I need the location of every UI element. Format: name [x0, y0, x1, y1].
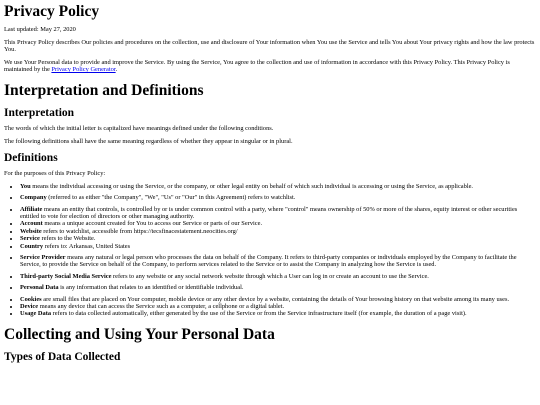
definition-item: [20, 220, 536, 227]
definition-term: You: [20, 182, 31, 190]
intro-2-text: We use Your Personal data to provide and improve the Service. By using the Service, You agree to the collection and use of information in accordance with this Privacy Policy. This Privacy Policy is maintained by the: [4, 58, 510, 74]
definition-text: means a unique account created for You to access our Service or parts of our Service.: [42, 220, 263, 228]
definition-item: [20, 194, 536, 201]
definition-text: refers to data collected automatically, either generated by the use of the Service or from the Service infrastructure itself (for example, the duration of a page visit).: [51, 310, 467, 318]
privacy-policy-generator-link[interactable]: Privacy Policy Generator: [51, 66, 116, 74]
definition-term: Account: [20, 220, 43, 228]
page-title: Privacy Policy: [4, 3, 100, 20]
definition-text: are small files that are placed on Your computer, mobile device or any other device by a website, containing the details of Your browsing history on that website among its many uses.: [41, 295, 510, 303]
definition-item: [20, 284, 536, 291]
definition-item: [20, 235, 536, 242]
interpretation-paragraph-2: The following definitions shall have the same meaning regardless of whether they appear in singular or in plural.: [4, 137, 293, 145]
definition-term: Device: [20, 303, 39, 311]
definition-item: [20, 296, 536, 303]
definition-item: [20, 254, 536, 269]
interpretation-paragraph-1: The words of which the initial letter is capitalized have meanings defined under the following conditions.: [4, 124, 274, 132]
definition-item: [20, 228, 536, 235]
definition-item: [20, 206, 536, 221]
subheading-definitions: Definitions: [4, 152, 58, 165]
definition-text: means the individual accessing or using the Service, or the company, or other legal entity on behalf of which such individual is accessing or using the Service, as applicable.: [30, 182, 474, 190]
definition-term: Company: [20, 194, 47, 202]
definition-text: (referred to as either "the Company", "We", "Us" or "Our" in this Agreement) refers to watchlist.: [46, 194, 296, 202]
section-heading-interpretation-definitions: Interpretation and Definitions: [4, 81, 204, 99]
definition-text: means an entity that controls, is controlled by or is under common control with a party, where "control" means ownership of 50% or more of the shares, equity interest or other securities entitled to vote for election of directors or other managing authority.: [20, 205, 518, 220]
definition-item: [20, 303, 536, 310]
intro-2-end: .: [115, 66, 118, 74]
intro-paragraph-1: This Privacy Policy describes Our policies and procedures on the collection, use and disclosure of Your information when You use the Service and tells You about Your privacy rights and how the law protects You.: [4, 38, 535, 54]
definition-item: [20, 243, 536, 250]
definition-term: Affiliate: [20, 205, 43, 213]
definition-term: Website: [20, 227, 42, 235]
intro-paragraph-2: [4, 59, 536, 74]
definition-text: refers to watchlist, accessible from https://tecsfinacestatement.neocities.org/: [41, 227, 238, 235]
definition-term: Third-party Social Media Service: [20, 272, 112, 280]
subheading-interpretation: Interpretation: [4, 106, 75, 119]
definition-text: refers to: Arkansas, United States: [43, 242, 131, 250]
subheading-types-of-data: Types of Data Collected: [4, 350, 121, 363]
last-updated: Last updated: May 27, 2020: [4, 26, 76, 33]
definition-text: is any information that relates to an identified or identifiable individual.: [58, 284, 244, 292]
definition-item: [20, 273, 536, 280]
definition-term: Personal Data: [20, 284, 59, 292]
definition-term: Service Provider: [20, 254, 66, 261]
definition-item: [20, 183, 536, 190]
definition-text: refers to any website or any social network website through which a User can log in or create an account to use the Service.: [111, 272, 429, 280]
section-heading-collecting-personal-data: Collecting and Using Your Personal Data: [4, 325, 275, 343]
definition-term: Service: [20, 235, 40, 243]
definition-term: Usage Data: [20, 310, 52, 318]
definition-text: refers to the Website.: [39, 235, 96, 243]
definitions-intro: For the purposes of this Privacy Policy:: [4, 170, 106, 178]
definition-text: means any natural or legal person who processes the data on behalf of the Company. It refers to third-party companies or individuals employed by the Company to facilitate the Service, to provide the Service on behalf of the Company, to perform services related to the Service or to assist the Company in analyzing how the Service is used.: [20, 254, 517, 269]
definitions-list: [4, 183, 536, 318]
definition-text: means any device that can access the Service such as a computer, a cellphone or a digital tablet.: [38, 303, 285, 311]
definition-item: [20, 310, 536, 317]
definition-term: Cookies: [20, 295, 42, 303]
definition-term: Country: [20, 242, 44, 250]
